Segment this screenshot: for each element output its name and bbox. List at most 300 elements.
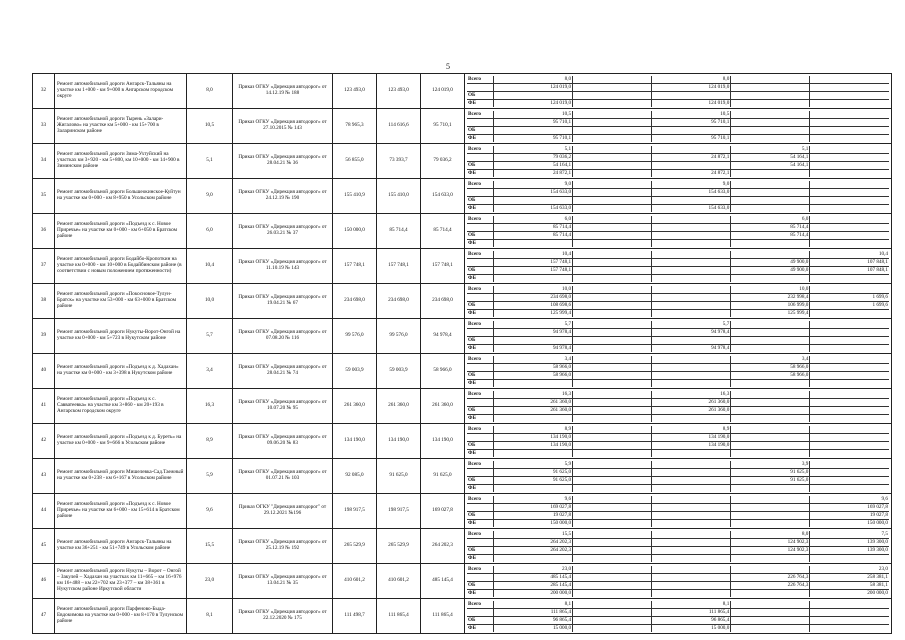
funding-value	[573, 111, 652, 119]
funding-value: 58 966,0	[494, 363, 573, 371]
table-row	[33, 389, 892, 424]
funding-value	[573, 181, 652, 189]
funding-value: 107 848,1	[810, 266, 889, 274]
funding-value	[573, 161, 652, 169]
funding-value	[731, 519, 810, 527]
funding-value	[573, 91, 652, 99]
funding-value	[731, 134, 810, 142]
funding-breakdown	[465, 599, 892, 634]
funding-label	[467, 188, 494, 196]
cost-3: 91 625,0	[421, 459, 465, 494]
funding-label: ФБ	[467, 379, 494, 387]
funding-value	[731, 76, 810, 84]
funding-value: 8,1	[494, 601, 573, 609]
road-name: Ремонт автомобильной дороги Бодайбо-Кропоткин на участке км 0+000 - км 10+000 в Бодайбинском районе (в соответствии с новым положением протяженности)	[55, 249, 187, 284]
funding-value	[810, 363, 889, 371]
row-number: 41	[33, 389, 55, 424]
funding-value: 264 202,3	[494, 538, 573, 546]
funding-value: 125 999,4	[731, 309, 810, 317]
funding-value	[652, 538, 731, 546]
funding-value: 106 999,0	[731, 301, 810, 309]
funding-value: 124 019,0	[494, 99, 573, 107]
funding-value: 200 000,0	[867, 589, 888, 596]
funding-label	[467, 538, 494, 546]
funding-row	[467, 111, 889, 119]
funding-value	[810, 146, 889, 154]
funding-value	[731, 398, 810, 406]
funding-label	[467, 328, 494, 336]
funding-row	[467, 161, 889, 169]
funding-row	[467, 134, 889, 142]
funding-value: 150 000,0	[494, 519, 573, 527]
funding-value	[573, 503, 652, 511]
funding-value: 95 710,1	[652, 134, 731, 142]
cost-3: 95 710,1	[421, 109, 465, 144]
funding-value	[573, 196, 652, 204]
funding-breakdown	[465, 389, 892, 424]
funding-row	[467, 76, 889, 84]
funding-row	[467, 589, 889, 597]
funding-breakdown	[465, 144, 892, 179]
length: 15,5	[187, 529, 233, 564]
funding-value	[731, 511, 810, 519]
funding-value	[731, 503, 810, 511]
funding-value	[573, 581, 652, 589]
funding-value	[573, 356, 652, 364]
funding-value: 95 710,1	[494, 134, 573, 142]
funding-value: 107 848,1	[810, 258, 889, 266]
length: 16,3	[187, 389, 233, 424]
funding-value	[494, 554, 573, 562]
funding-row	[467, 546, 889, 554]
funding-value: 94 978,4	[494, 344, 573, 352]
funding-value	[731, 111, 810, 119]
cost-3: 85 714,4	[421, 214, 465, 249]
funding-label: Всего	[467, 146, 494, 154]
funding-row	[467, 484, 889, 492]
funding-value	[810, 391, 889, 399]
funding-value: 10,0	[494, 286, 573, 294]
funding-label: Всего	[467, 111, 494, 119]
table-row	[33, 284, 892, 319]
funding-value: 226 764,3	[731, 573, 810, 581]
funding-label: ОБ	[467, 406, 494, 414]
funding-label: Всего	[467, 496, 494, 504]
road-repair-table	[32, 73, 892, 634]
funding-value	[573, 511, 652, 519]
funding-value	[652, 286, 731, 294]
funding-value: 108 698,6	[494, 301, 573, 309]
cost-3: 154 633,0	[421, 179, 465, 214]
cost-2: 410 601,2	[377, 564, 421, 599]
funding-value	[573, 589, 652, 597]
funding-value	[810, 554, 889, 562]
funding-value: 3,4	[494, 356, 573, 364]
funding-value	[573, 153, 652, 161]
funding-value	[810, 433, 889, 441]
cost-1: 123 493,0	[333, 74, 377, 109]
funding-label	[467, 293, 494, 301]
funding-value: 3,9	[731, 461, 810, 469]
funding-row	[467, 601, 889, 609]
funding-label	[467, 83, 494, 91]
funding-value: 10,4	[810, 251, 889, 259]
funding-value	[573, 83, 652, 91]
funding-value	[652, 239, 731, 247]
row-number: 40	[33, 354, 55, 389]
funding-value: 258 381,1	[810, 573, 889, 581]
funding-value: 169 027,8	[810, 503, 889, 511]
funding-row	[467, 118, 889, 126]
funding-value	[810, 134, 889, 142]
funding-value	[494, 414, 573, 422]
funding-value	[731, 616, 810, 624]
funding-value	[731, 336, 810, 344]
row-number: 37	[33, 249, 55, 284]
cost-1: 111 498,7	[333, 599, 377, 634]
funding-label: ОБ	[467, 616, 494, 624]
cost-1: 150 000,0	[333, 214, 377, 249]
funding-value: 24 872,1	[652, 153, 731, 161]
funding-label: ОБ	[467, 126, 494, 134]
funding-value	[731, 91, 810, 99]
funding-value: 261 360,0	[494, 406, 573, 414]
funding-value	[573, 204, 652, 212]
funding-value	[731, 118, 810, 126]
funding-value: 285 145,4	[494, 581, 573, 589]
funding-label: Всего	[467, 566, 494, 574]
funding-value: 124 902,3	[731, 546, 810, 554]
funding-value	[731, 181, 810, 189]
funding-value	[494, 379, 573, 387]
cost-1: 157 748,1	[333, 249, 377, 284]
funding-value	[573, 616, 652, 624]
length: 10,0	[187, 284, 233, 319]
cost-2: 73 393,7	[377, 144, 421, 179]
funding-row	[467, 336, 889, 344]
cost-2: 157 748,1	[377, 249, 421, 284]
length: 8,9	[187, 424, 233, 459]
funding-value	[573, 496, 652, 504]
cost-3: 485 145,4	[421, 564, 465, 599]
funding-value	[731, 188, 810, 196]
funding-value	[652, 581, 731, 589]
funding-value	[652, 503, 731, 511]
cost-2: 85 714,4	[377, 214, 421, 249]
funding-value: 49 900,0	[731, 258, 810, 266]
funding-value	[652, 484, 731, 492]
cost-2: 234 698,0	[377, 284, 421, 319]
road-name: Ремонт автомобильной дороги Ангарск-Тальяны на участке км 1+000 - км 9+000 в Ангарском городском округе	[55, 74, 187, 109]
row-number: 39	[33, 319, 55, 354]
funding-row	[467, 328, 889, 336]
funding-value	[810, 601, 889, 609]
funding-label: ФБ	[467, 309, 494, 317]
funding-value	[652, 414, 731, 422]
funding-value	[731, 321, 810, 329]
funding-value	[652, 274, 731, 282]
cost-1: 92 085,0	[333, 459, 377, 494]
funding-value	[573, 566, 652, 574]
funding-value: 8,1	[652, 601, 731, 609]
cost-3: 134 190,0	[421, 424, 465, 459]
funding-label: ФБ	[467, 344, 494, 352]
funding-value: 134 190,0	[652, 433, 731, 441]
funding-value: 10,5	[652, 111, 731, 119]
funding-row	[467, 608, 889, 616]
funding-value	[573, 301, 652, 309]
funding-value: 58 966,0	[494, 371, 573, 379]
funding-label: Всего	[467, 391, 494, 399]
funding-value	[810, 484, 889, 492]
funding-value	[494, 196, 573, 204]
funding-row	[467, 188, 889, 196]
row-number: 42	[33, 424, 55, 459]
funding-value	[573, 449, 652, 457]
funding-value	[494, 449, 573, 457]
funding-value	[810, 336, 889, 344]
funding-value	[573, 371, 652, 379]
funding-value: 9,0	[494, 181, 573, 189]
funding-value: 5,9	[494, 461, 573, 469]
funding-label: ОБ	[467, 511, 494, 519]
cost-1: 155 410,9	[333, 179, 377, 214]
table-row	[33, 494, 892, 529]
funding-value: 94 978,4	[652, 344, 731, 352]
funding-value	[652, 546, 731, 554]
cost-1: 198 917,5	[333, 494, 377, 529]
order-reference: Приказ ОГКУ «Дирекция автодорог» от 24.12.19 № 190	[233, 179, 333, 214]
table-row	[33, 214, 892, 249]
funding-value: 23,0	[494, 566, 573, 574]
funding-value: 15 000,0	[652, 624, 731, 632]
funding-value	[573, 188, 652, 196]
funding-value	[652, 379, 731, 387]
order-reference: Приказ ОГКУ «Дирекция автодорог» от 27.10.2015 № 143	[233, 109, 333, 144]
page-number: 5	[446, 62, 450, 71]
length: 8,1	[187, 599, 233, 634]
cost-1: 261 360,0	[333, 389, 377, 424]
funding-value: 261 360,0	[652, 398, 731, 406]
funding-value	[810, 239, 889, 247]
funding-value: 85 714,4	[731, 231, 810, 239]
funding-value: 94 978,4	[652, 328, 731, 336]
funding-value: 19 027,8	[810, 511, 889, 519]
funding-row	[467, 356, 889, 364]
funding-label: Всего	[467, 426, 494, 434]
funding-value	[573, 398, 652, 406]
funding-value	[652, 573, 731, 581]
funding-value	[494, 91, 573, 99]
funding-row	[467, 531, 889, 539]
funding-value	[810, 398, 889, 406]
funding-row	[467, 476, 889, 484]
table-row	[33, 459, 892, 494]
funding-label: ФБ	[467, 484, 494, 492]
funding-value: 49 900,0	[731, 266, 810, 274]
funding-label	[467, 118, 494, 126]
funding-label: ФБ	[467, 589, 494, 597]
funding-value	[573, 406, 652, 414]
funding-breakdown	[465, 249, 892, 284]
order-reference: Приказ ОГКУ «Дирекция автодорог» от 28.04.21 № 36	[233, 144, 333, 179]
funding-label: ОБ	[467, 301, 494, 309]
funding-value: 8,9	[652, 426, 731, 434]
funding-breakdown	[465, 109, 892, 144]
road-name: Ремонт автомобильной дороги «Покосновое-Тулун-Братск» на участке км 53+000 - км 63+000 в Братском районе	[55, 284, 187, 319]
funding-value	[652, 91, 731, 99]
funding-row	[467, 363, 889, 371]
order-reference: Приказ ОГКУ «Дирекция автодорог» от 11.10.19 № 143	[233, 249, 333, 284]
funding-value	[652, 589, 731, 597]
funding-label: ОБ	[467, 196, 494, 204]
funding-value	[652, 266, 731, 274]
funding-label	[467, 398, 494, 406]
funding-value	[810, 223, 889, 231]
funding-value	[810, 371, 889, 379]
cost-3: 261 360,0	[421, 389, 465, 424]
funding-label: Всего	[467, 251, 494, 259]
funding-value	[810, 196, 889, 204]
funding-value	[573, 251, 652, 259]
funding-label	[467, 608, 494, 616]
funding-value	[573, 336, 652, 344]
funding-row	[467, 223, 889, 231]
funding-row	[467, 519, 889, 527]
funding-value: 234 698,0	[494, 293, 573, 301]
funding-row	[467, 99, 889, 107]
road-name: Ремонт автомобильной дороги «Подъезд к с. Новое Приречье» на участке км 6+000 - км 15+614 в Братском районе	[55, 494, 187, 529]
funding-row	[467, 258, 889, 266]
funding-value	[731, 566, 810, 574]
funding-label: ФБ	[467, 449, 494, 457]
funding-value	[652, 293, 731, 301]
length: 5,7	[187, 319, 233, 354]
funding-value	[810, 309, 889, 317]
funding-value	[573, 309, 652, 317]
funding-value	[731, 608, 810, 616]
row-number: 35	[33, 179, 55, 214]
funding-value	[652, 363, 731, 371]
length: 6,0	[187, 214, 233, 249]
cost-1: 78 965,3	[333, 109, 377, 144]
funding-value	[573, 461, 652, 469]
funding-label: ОБ	[467, 476, 494, 484]
funding-value	[573, 126, 652, 134]
funding-label: Всего	[467, 321, 494, 329]
funding-label	[467, 153, 494, 161]
funding-row	[467, 573, 889, 581]
funding-value	[810, 126, 889, 134]
funding-value	[573, 546, 652, 554]
cost-2: 134 190,0	[377, 424, 421, 459]
funding-label: Всего	[467, 461, 494, 469]
length: 23,0	[187, 564, 233, 599]
funding-breakdown	[465, 354, 892, 389]
funding-label: ФБ	[467, 519, 494, 527]
funding-label: Всего	[467, 286, 494, 294]
funding-label: ФБ	[467, 169, 494, 177]
funding-row	[467, 496, 889, 504]
cost-1: 59 003,9	[333, 354, 377, 389]
funding-value	[652, 496, 731, 504]
funding-value	[573, 468, 652, 476]
funding-value: 5,7	[494, 321, 573, 329]
funding-value	[810, 91, 889, 99]
funding-value	[573, 293, 652, 301]
funding-value: 125 999,4	[494, 309, 573, 317]
funding-row	[467, 321, 889, 329]
funding-value	[573, 328, 652, 336]
funding-value	[731, 554, 810, 562]
cost-3: 79 036,2	[421, 144, 465, 179]
funding-value	[810, 83, 889, 91]
funding-value	[810, 608, 889, 616]
funding-value	[810, 231, 889, 239]
funding-value	[810, 414, 889, 422]
road-name: Ремонт автомобильной дороги «Подъезд к д. Буреть» на участке км 0+000 - км 9+666 в Усольском районе	[55, 424, 187, 459]
table-row	[33, 424, 892, 459]
funding-value	[652, 531, 731, 539]
funding-value: 157 748,1	[494, 258, 573, 266]
funding-value: 154 633,0	[494, 188, 573, 196]
cost-1: 134 190,0	[333, 424, 377, 459]
table-row	[33, 74, 892, 109]
funding-row	[467, 91, 889, 99]
funding-value	[652, 223, 731, 231]
funding-value	[810, 161, 889, 169]
funding-label: ОБ	[467, 441, 494, 449]
funding-value	[731, 433, 810, 441]
funding-value	[573, 379, 652, 387]
funding-row	[467, 204, 889, 212]
funding-row	[467, 616, 889, 624]
funding-value: 134 190,0	[652, 441, 731, 449]
funding-value: 1 699,6	[810, 293, 889, 301]
funding-row	[467, 274, 889, 282]
funding-label: Всего	[467, 216, 494, 224]
funding-value	[573, 484, 652, 492]
funding-value	[573, 538, 652, 546]
road-name: Ремонт автомобильной дороги «Подъезд к с. Савватеевка» на участке км 3+860 - км 20+193 в Ангарском городском округе	[55, 389, 187, 424]
funding-value	[652, 468, 731, 476]
funding-value	[731, 239, 810, 247]
length: 9,6	[187, 494, 233, 529]
funding-value: 9,0	[652, 181, 731, 189]
cost-3: 169 027,8	[421, 494, 465, 529]
funding-breakdown	[465, 529, 892, 564]
funding-value: 94 978,4	[494, 328, 573, 336]
funding-label: ОБ	[467, 371, 494, 379]
funding-value	[573, 426, 652, 434]
funding-value	[810, 111, 889, 119]
funding-value	[731, 601, 810, 609]
funding-value	[573, 134, 652, 142]
cost-2: 114 616,6	[377, 109, 421, 144]
funding-label: ФБ	[467, 239, 494, 247]
funding-value	[810, 441, 889, 449]
funding-value: 96 865,4	[494, 616, 573, 624]
funding-value	[731, 251, 810, 259]
funding-value: 54 164,1	[731, 153, 810, 161]
order-reference: Приказ ОГКУ «Дирекция автодорог» от 01.07.21 № 103	[233, 459, 333, 494]
funding-value	[731, 426, 810, 434]
funding-value	[573, 391, 652, 399]
funding-label: ОБ	[467, 581, 494, 589]
funding-value: 91 625,0	[494, 468, 573, 476]
funding-value: 95 710,1	[652, 118, 731, 126]
funding-row	[467, 293, 889, 301]
